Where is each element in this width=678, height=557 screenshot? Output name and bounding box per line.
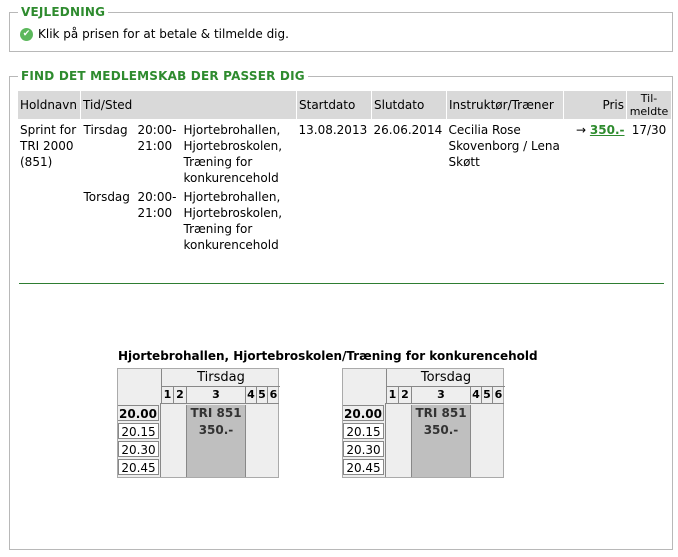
block-price: 350.-: [198, 423, 234, 437]
cell-tilmeldte: 17/30: [631, 123, 667, 137]
time-label: 20.45: [118, 459, 159, 475]
arrow-right-icon: →: [576, 123, 587, 137]
membership-panel: [9, 69, 673, 550]
membership-legend: FIND DET MEDLEMSKAB DER PASSER DIG: [18, 69, 308, 83]
col-holdnavn: Holdnavn: [18, 91, 81, 119]
session-day: Torsdag: [83, 190, 130, 204]
col-header: 4: [470, 387, 481, 404]
table-row: [18, 119, 672, 253]
guide-panel: [9, 5, 673, 52]
cell-startdato: 13.08.2013: [298, 123, 368, 137]
col-header: 1: [161, 387, 173, 404]
col-header: 5: [256, 387, 267, 404]
schedule-block[interactable]: [186, 405, 246, 477]
schedule-grid-torsdag: [342, 368, 504, 478]
col-header: 1: [386, 387, 398, 404]
guide-text: Klik på prisen for at betale & tilmelde dig.: [38, 27, 289, 41]
col-header: 2: [173, 387, 186, 404]
session-place: Hjortebrohallen, Hjortebroskolen, Træning for konkurencehold: [183, 190, 283, 252]
price-link[interactable]: 350.-: [589, 123, 625, 137]
table-header-row: [18, 91, 672, 119]
col-header: 6: [267, 387, 279, 404]
day-header: Torsdag: [386, 369, 505, 387]
col-tidsted: Tid/Sted: [81, 91, 297, 119]
session-time: 20:00-21:00: [137, 123, 177, 153]
session-place: Hjortebrohallen, Hjortebroskolen, Træning for konkurencehold: [183, 123, 283, 185]
section-divider: [19, 283, 664, 284]
col-header: 2: [398, 387, 411, 404]
col-header: 6: [492, 387, 504, 404]
time-label: 20.00: [118, 405, 159, 421]
cell-instruktor: Cecilia Rose Skovenborg / Lena Skøtt: [448, 123, 560, 169]
check-circle-icon: ✔: [20, 28, 33, 41]
time-label: 20.15: [118, 423, 159, 439]
col-pris: Pris: [564, 91, 627, 119]
time-label: 20.45: [343, 459, 384, 475]
col-tilmeldte: Til- meldte: [627, 91, 672, 119]
col-header: 3: [411, 387, 470, 404]
session-time: 20:00-21:00: [137, 190, 177, 220]
time-label: 20.15: [343, 423, 384, 439]
schedule-title: Hjortebrohallen, Hjortebroskolen/Træning for konkurencehold: [118, 349, 538, 363]
session-item: [81, 122, 297, 186]
col-startdato: Startdato: [297, 91, 372, 119]
time-label: 20.00: [343, 405, 384, 421]
col-header: 4: [245, 387, 256, 404]
time-label: 20.30: [343, 441, 384, 457]
schedule-block[interactable]: [411, 405, 471, 477]
time-label: 20.30: [118, 441, 159, 457]
session-day: Tirsdag: [83, 123, 128, 137]
col-header: 5: [481, 387, 492, 404]
cell-holdnavn: Sprint for TRI 2000 (851): [20, 123, 77, 169]
day-header: Tirsdag: [161, 369, 280, 387]
cell-slutdato: 26.06.2014: [373, 123, 443, 137]
session-item: [81, 189, 297, 253]
col-instruktor: Instruktør/Træner: [447, 91, 564, 119]
membership-table: [18, 91, 672, 253]
col-slutdato: Slutdato: [372, 91, 447, 119]
guide-legend: VEJLEDNING: [18, 5, 108, 19]
col-header: 3: [186, 387, 245, 404]
block-name: TRI 851: [415, 406, 467, 420]
block-name: TRI 851: [190, 406, 242, 420]
block-price: 350.-: [423, 423, 459, 437]
schedule-grid-tirsdag: [117, 368, 279, 478]
